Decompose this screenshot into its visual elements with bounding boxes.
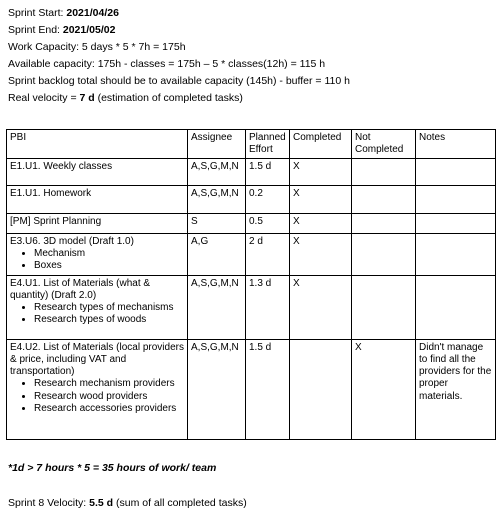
pbi-cell: E1.U1. Weekly classes (7, 158, 188, 185)
assignee-cell: A,S,G,M,N (188, 158, 246, 185)
sprint-end-value: 2021/05/02 (62, 24, 116, 36)
not-completed-cell (352, 275, 416, 339)
completed-cell: X (290, 158, 352, 185)
table-row (7, 233, 496, 275)
pbi-title: E4.U2. List of Materials (local providers & price, including VAT and transportation) (10, 341, 184, 378)
subtask-item: • Research accessories providers (34, 403, 184, 415)
assignee-cell: S (188, 213, 246, 233)
sprint-velocity-value: 5.5 d (89, 497, 114, 509)
notes-cell (416, 185, 496, 213)
pbi-subtasks (10, 378, 184, 415)
subtask-item: • Research wood providers (34, 391, 184, 403)
real-velocity-note: (estimation of completed tasks) (94, 92, 243, 104)
table-header-row (7, 130, 496, 159)
col-header-not-completed: Not Completed (352, 130, 416, 159)
notes-cell: Didn't manage to find all the providers for the proper materials. (416, 339, 496, 439)
effort-cell: 1.5 d (246, 158, 290, 185)
col-header-notes: Notes (416, 130, 496, 159)
pbi-title: E3.U6. 3D model (Draft 1.0) (10, 235, 134, 247)
assignee-cell: A,S,G,M,N (188, 339, 246, 439)
notes-cell (416, 275, 496, 339)
pbi-cell (7, 339, 188, 439)
footnote: *1d > 7 hours * 5 = 35 hours of work/ team (8, 462, 217, 474)
col-header-planned-effort: Planned Effort (246, 130, 290, 159)
table-row (7, 213, 496, 233)
sprint-velocity (8, 497, 247, 509)
real-velocity-value: 7 d (79, 92, 95, 104)
subtask-item: • Research types of mechanisms (34, 302, 184, 314)
effort-cell: 1.5 d (246, 339, 290, 439)
sprint-start-label: Sprint Start: (8, 7, 67, 19)
notes-cell (416, 158, 496, 185)
effort-cell: 0.2 (246, 185, 290, 213)
subtask-item: • Research types of woods (34, 314, 184, 326)
sprint-backlog-table (6, 129, 496, 440)
sprint-start (8, 5, 119, 22)
table-row (7, 275, 496, 339)
sprint-velocity-label: Sprint 8 Velocity: (8, 497, 90, 509)
pbi-cell: [PM] Sprint Planning (7, 213, 188, 233)
completed-cell (290, 339, 352, 439)
sprint-backlog-total: Sprint backlog total should be to available capacity (145h) - buffer = 110 h (8, 75, 350, 87)
col-header-assignee: Assignee (188, 130, 246, 159)
not-completed-cell (352, 213, 416, 233)
not-completed-cell (352, 185, 416, 213)
sprint-start-value: 2021/04/26 (66, 7, 119, 19)
notes-cell (416, 213, 496, 233)
completed-cell: X (290, 185, 352, 213)
completed-cell: X (290, 213, 352, 233)
subtask-item: • Boxes (34, 260, 184, 272)
pbi-cell: E1.U1. Homework (7, 185, 188, 213)
available-capacity: Available capacity: 175h - classes = 175h – 5 * classes(12h) = 115 h (8, 58, 326, 70)
real-velocity-label: Real velocity = (8, 92, 80, 104)
pbi-subtasks (10, 302, 184, 327)
effort-cell: 1.3 d (246, 275, 290, 339)
real-velocity (8, 90, 243, 107)
col-header-completed: Completed (290, 130, 352, 159)
subtask-item: • Research mechanism providers (34, 378, 184, 390)
pbi-subtasks (10, 248, 184, 273)
effort-cell: 2 d (246, 233, 290, 275)
sprint-velocity-note: (sum of all completed tasks) (113, 497, 247, 509)
completed-cell: X (290, 275, 352, 339)
pbi-cell (7, 275, 188, 339)
not-completed-cell (352, 233, 416, 275)
sprint-end-label: Sprint End: (8, 24, 63, 36)
not-completed-cell: X (352, 339, 416, 439)
assignee-cell: A,S,G,M,N (188, 275, 246, 339)
effort-cell: 0.5 (246, 213, 290, 233)
notes-cell (416, 233, 496, 275)
col-header-pbi: PBI (7, 130, 188, 159)
table-row (7, 185, 496, 213)
not-completed-cell (352, 158, 416, 185)
table-row (7, 339, 496, 439)
assignee-cell: A,G (188, 233, 246, 275)
table-row (7, 158, 496, 185)
sprint-end (8, 22, 115, 39)
assignee-cell: A,S,G,M,N (188, 185, 246, 213)
subtask-item: • Mechanism (34, 248, 184, 260)
pbi-cell (7, 233, 188, 275)
completed-cell: X (290, 233, 352, 275)
work-capacity: Work Capacity: 5 days * 5 * 7h = 175h (8, 41, 186, 53)
pbi-title: E4.U1. List of Materials (what & quantity) (Draft 2.0) (10, 277, 151, 301)
